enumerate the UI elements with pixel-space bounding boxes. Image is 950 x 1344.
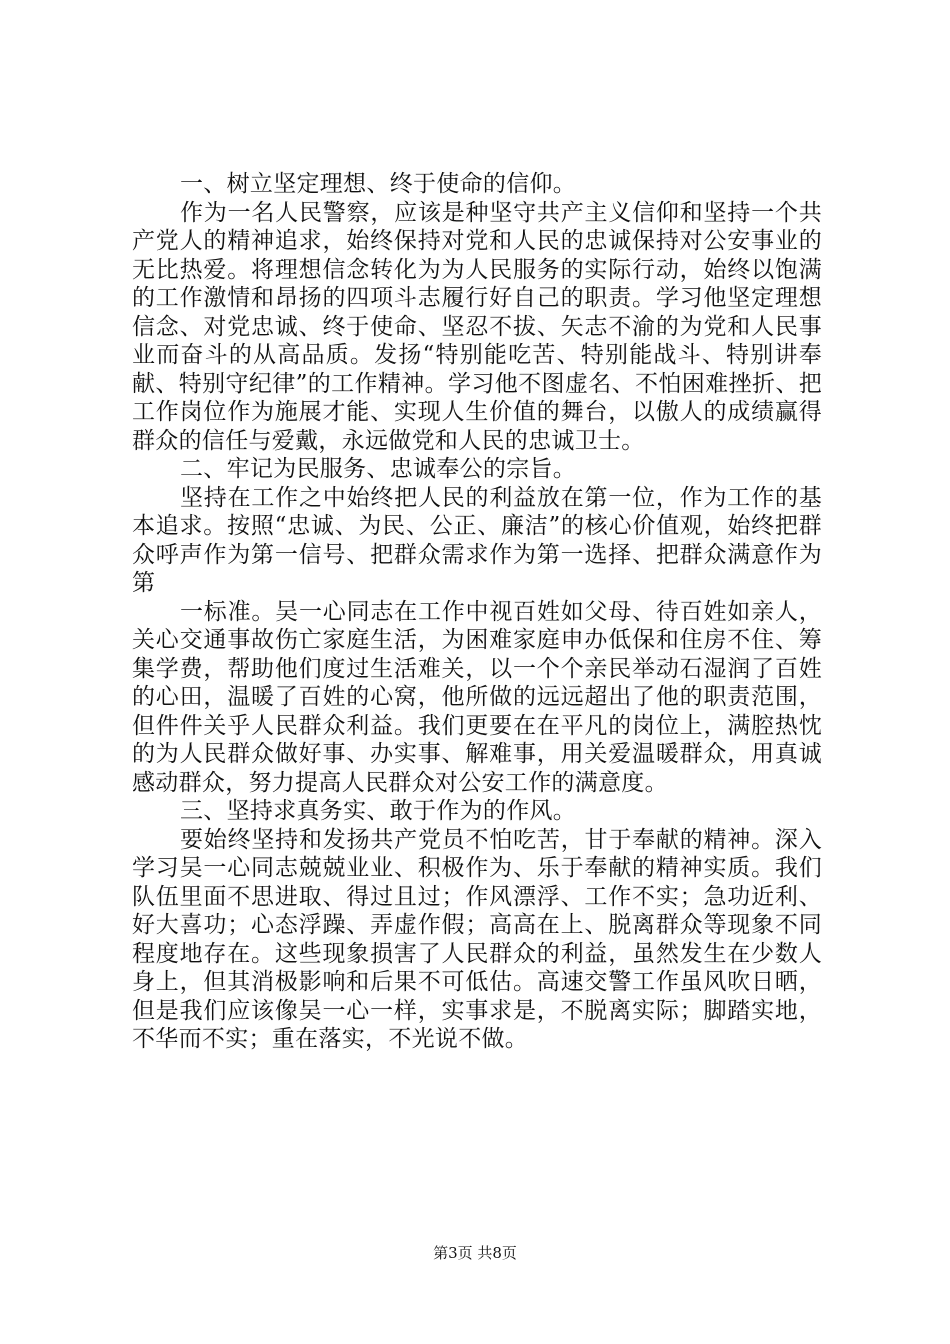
paragraph: 要始终坚持和发扬共产党员不怕吃苦，甘于奉献的精神。深入学习吴一心同志兢兢业业、积极作为、乐于奉献的精神实质。我们队伍里面不思进取、得过且过；作风漂浮、工作不实；急功近利、好大喜功；心态浮躁、弄虚作假；高高在上、脱离群众等现象不同程度地存在。这些现象损害了人民群众的利益，虽然发生在少数人身上，但其消极影响和后果不可低估。高速交警工作虽风吹日晒，但是我们应该像吴一心一样，实事求是，不脱离实际；脚踏实地，不华而不实；重在落实，不光说不做。 (132, 826, 822, 1052)
paragraph: 作为一名人民警察，应该是种坚守共产主义信仰和坚持一个共产党人的精神追求，始终保持对党和人民的忠诚保持对公安事业的无比热爱。将理想信念转化为为人民服务的实际行动，始终以饱满的工作激情和昂扬的四项斗志履行好自己的职责。学习他坚定理想信念、对党忠诚、终于使命、坚忍不拔、矢志不渝的为党和人民事业而奋斗的从高品质。发扬“特别能吃苦、特别能战斗、特别讲奉献、特别守纪律”的工作精神。学习他不图虚名、不怕困难挫折、把工作岗位作为施展才能、实现人生价值的舞台，以傲人的成绩赢得群众的信任与爱戴，永远做党和人民的忠诚卫士。 (132, 199, 822, 454)
page-number-footer: 第3页 共8页 (433, 1244, 517, 1262)
document-body (132, 170, 822, 1054)
section-heading-2: 二、牢记为民服务、忠诚奉公的宗旨。 (180, 456, 577, 482)
paragraph: 坚持在工作之中始终把人民的利益放在第一位，作为工作的基本追求。按照“忠诚、为民、公正、廉洁”的核心价值观，始终把群众呼声作为第一信号、把群众需求作为第一选择、把群众满意作为第 (132, 484, 822, 596)
section-heading-3: 三、坚持求真务实、敢于作为的作风。 (180, 798, 577, 824)
section-heading-1: 一、树立坚定理想、终于使命的信仰。 (180, 171, 577, 197)
paragraph: 一标准。吴一心同志在工作中视百姓如父母、待百姓如亲人，关心交通事故伤亡家庭生活，为困难家庭申办低保和住房不住、筹集学费，帮助他们度过生活难关，以一个个亲民举动石湿润了百姓的心田，温暖了百姓的心窝，他所做的远远超出了他的职责范围，但件件关乎人民群众利益。我们更要在在平凡的岗位上，满腔热忱的为人民群众做好事、办实事、解难事，用关爱温暖群众，用真诚感动群众，努力提高人民群众对公安工作的满意度。 (132, 598, 822, 796)
